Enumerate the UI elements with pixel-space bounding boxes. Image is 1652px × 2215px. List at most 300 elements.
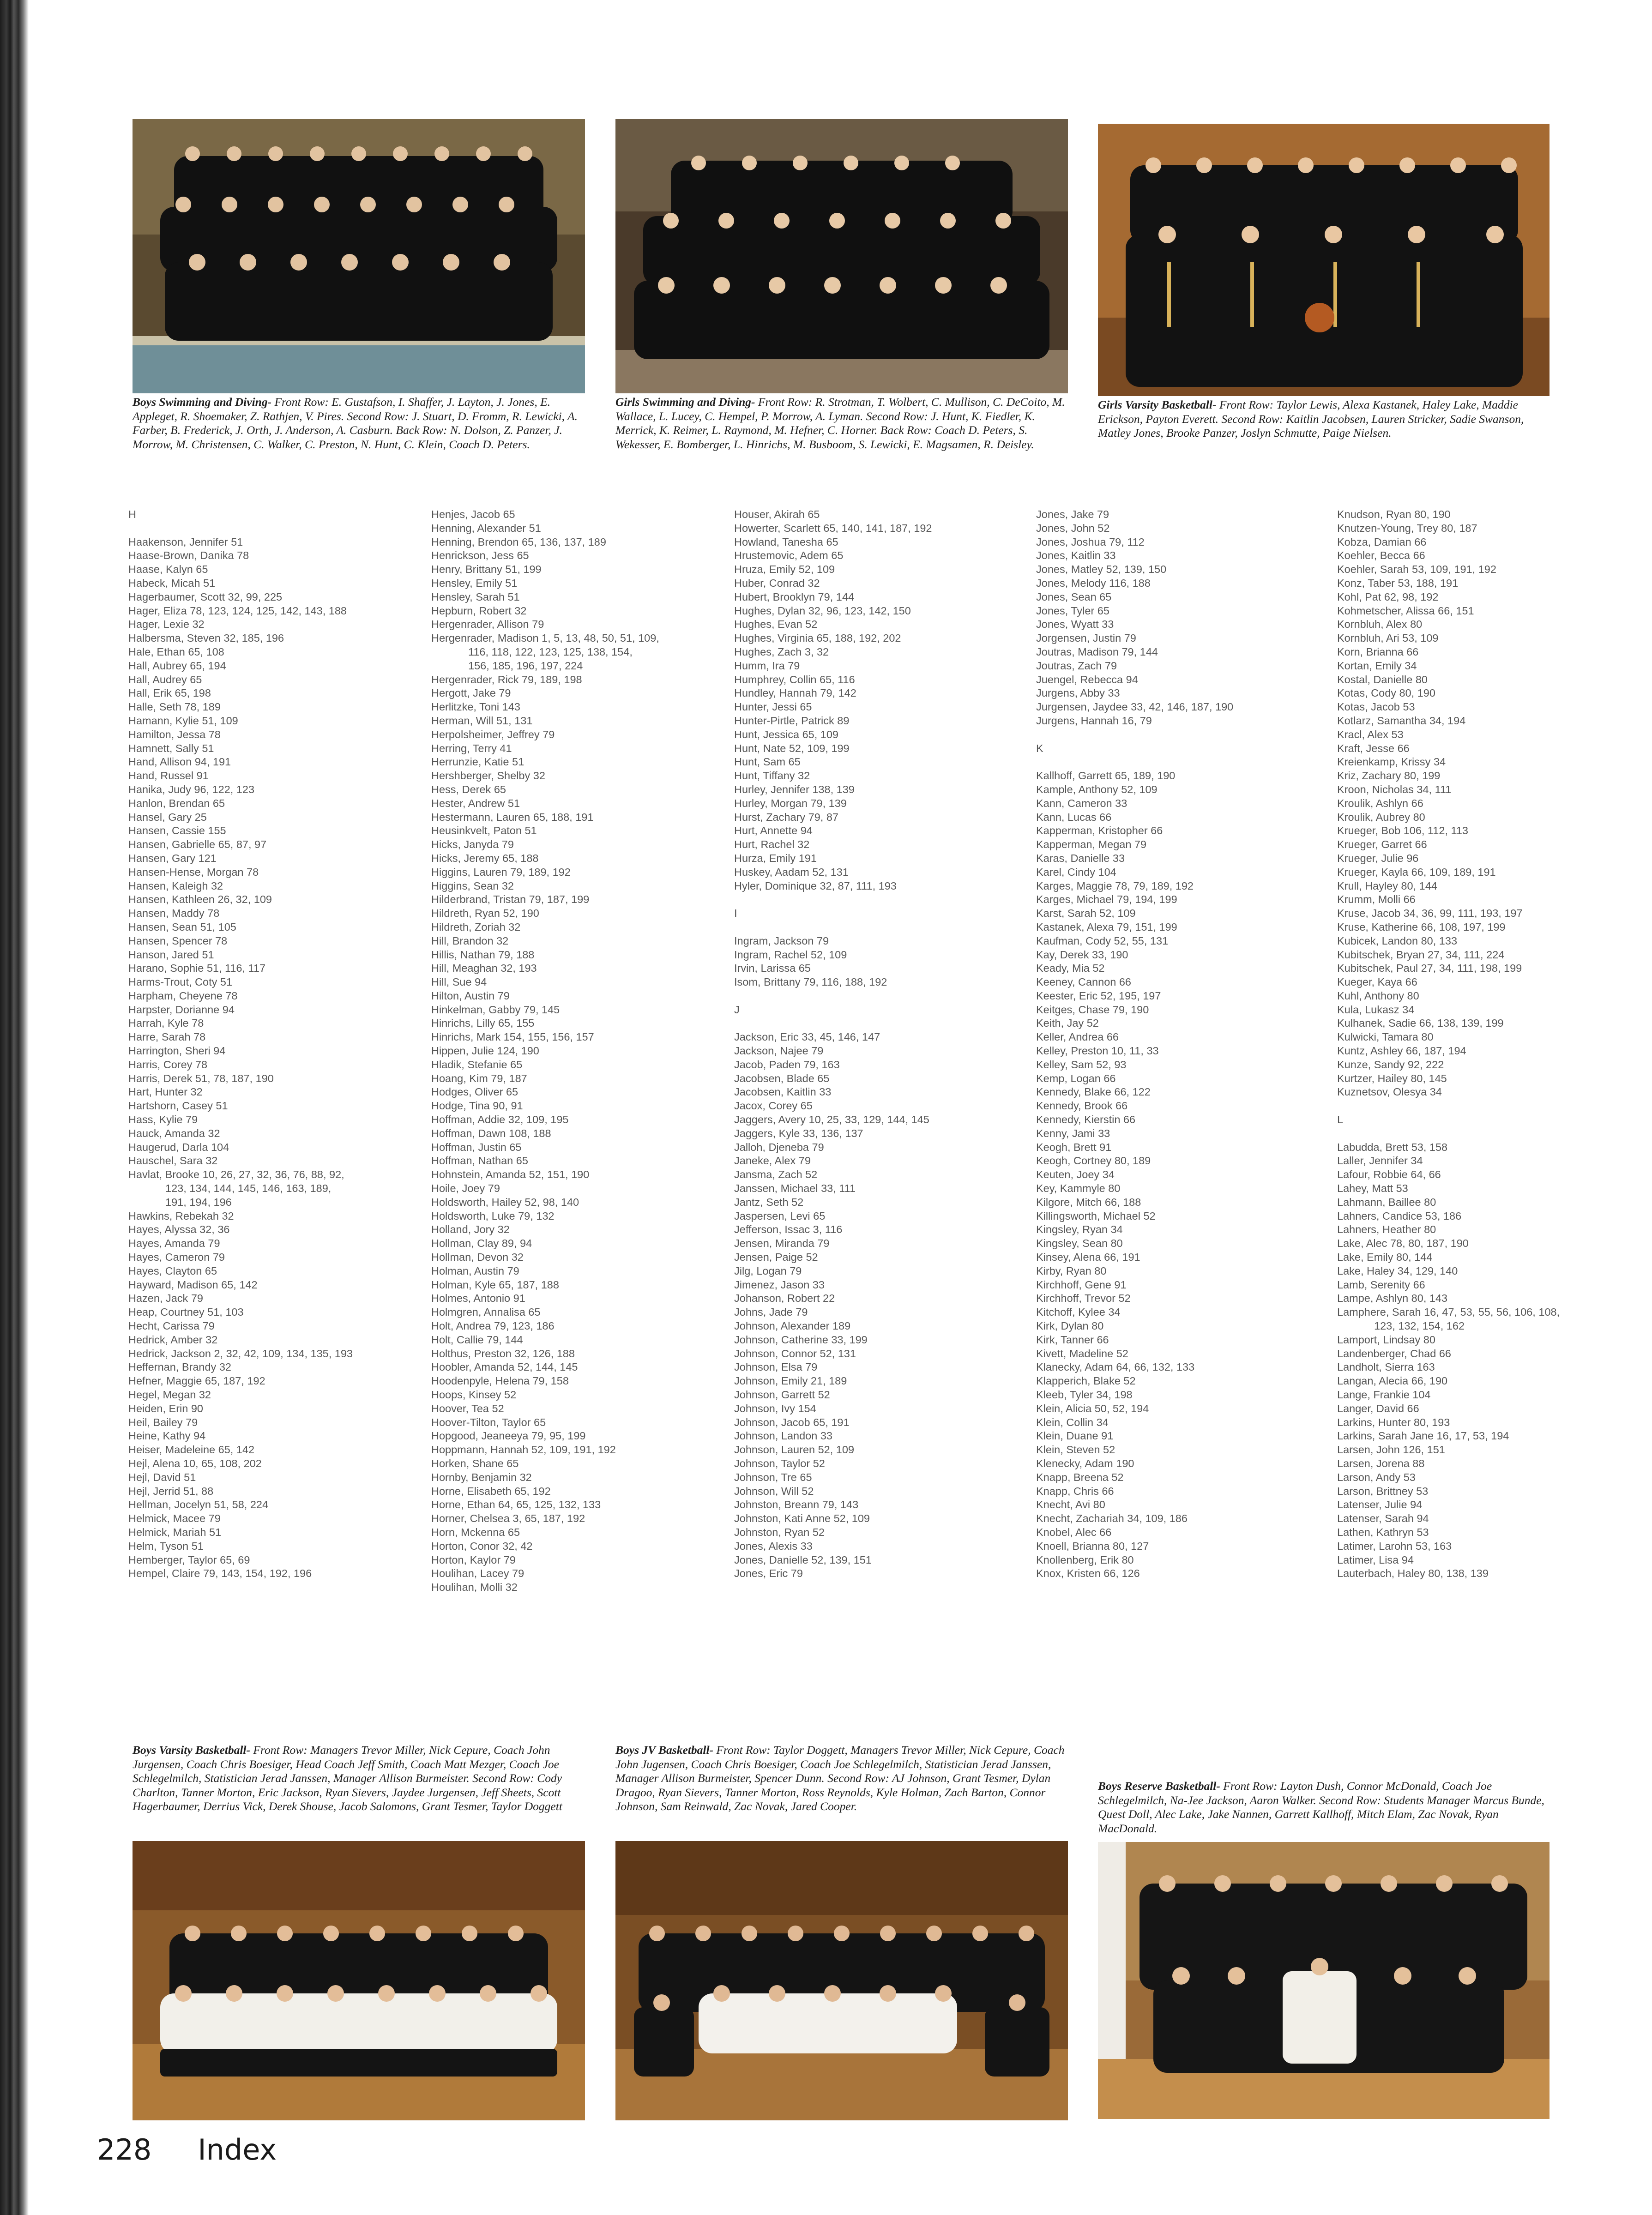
index-entry: Heiden, Erin 90 [128, 1402, 203, 1414]
index-entry: Houser, Akirah 65 [734, 508, 820, 520]
index-entry: Kuntz, Ashley 66, 187, 194 [1337, 1045, 1466, 1057]
index-entry: Hansen, Gary 121 [128, 852, 217, 864]
index-entry: Hensley, Emily 51 [431, 577, 518, 589]
index-entry: Keeney, Cannon 66 [1036, 976, 1132, 988]
index-entry: Jones, Eric 79 [734, 1567, 803, 1580]
index-entry: Krueger, Garret 66 [1337, 838, 1427, 851]
index-entry: Hand, Allison 94, 191 [128, 756, 231, 768]
index-entry: Herring, Terry 41 [431, 742, 512, 754]
index-entry: Kracl, Alex 53 [1337, 728, 1404, 740]
index-entry: Kueger, Kaya 66 [1337, 976, 1417, 988]
index-entry: Holmgren, Annalisa 65 [431, 1306, 541, 1318]
caption-boys-reserve-basketball [1098, 1779, 1550, 1836]
index-entry: Keogh, Cortney 80, 189 [1036, 1155, 1151, 1167]
index-entry: Heffernan, Brandy 32 [128, 1361, 231, 1373]
index-entry: Higgins, Sean 32 [431, 879, 514, 892]
index-entry: Helmick, Mariah 51 [128, 1526, 222, 1538]
index-entry: Krueger, Julie 96 [1337, 852, 1419, 864]
index-entry: Klein, Collin 34 [1036, 1416, 1109, 1428]
index-entry: Hohnstein, Amanda 52, 151, 190 [431, 1168, 590, 1181]
index-entry: Hall, Aubrey 65, 194 [128, 659, 226, 672]
index-entry: Hayes, Cameron 79 [128, 1251, 225, 1264]
index-entry: Hill, Meaghan 32, 193 [431, 962, 537, 975]
index-entry: Hergenrader, Allison 79 [431, 618, 544, 631]
index-entry: Hanson, Jared 51 [128, 948, 214, 961]
index-entry: Kennedy, Kierstin 66 [1036, 1114, 1136, 1126]
index-entry: Hefner, Maggie 65, 187, 192 [128, 1375, 265, 1387]
index-entry: Keester, Eric 52, 195, 197 [1036, 989, 1161, 1002]
caption-girls-swimming [615, 395, 1068, 451]
index-entry: Latenser, Sarah 94 [1337, 1512, 1429, 1525]
index-entry: Hagerbaumer, Scott 32, 99, 225 [128, 590, 283, 603]
index-entry: Havlat, Brooke 10, 26, 27, 32, 36, 76, 88, 92, [128, 1168, 344, 1181]
index-entry: Harris, Derek 51, 78, 187, 190 [128, 1072, 274, 1084]
index-entry: Hruza, Emily 52, 109 [734, 563, 835, 576]
index-entry: Hoffman, Nathan 65 [431, 1155, 528, 1167]
book-spine [0, 0, 29, 2215]
index-entry: Kroon, Nicholas 34, 111 [1337, 783, 1452, 795]
index-entry: Heine, Kathy 94 [128, 1430, 206, 1442]
index-entry: Harre, Sarah 78 [128, 1031, 206, 1043]
index-entry: Holman, Kyle 65, 187, 188 [431, 1278, 559, 1291]
index-entry: Hager, Eliza 78, 123, 124, 125, 142, 143, 188 [128, 604, 347, 617]
index-entry: Knutzen-Young, Trey 80, 187 [1337, 522, 1477, 534]
index-entry: Ingram, Jackson 79 [734, 934, 829, 947]
index-entry: Jacobsen, Blade 65 [734, 1072, 830, 1084]
index-entry: Habeck, Micah 51 [128, 577, 216, 589]
index-entry: Hughes, Evan 52 [734, 618, 818, 631]
photo-boys-swimming [133, 119, 585, 393]
index-column-3 [734, 508, 932, 1581]
index-entry: Jurgens, Hannah 16, 79 [1036, 714, 1152, 727]
index-entry: Hyler, Dominique 32, 87, 111, 193 [734, 879, 897, 892]
index-entry: Kirk, Dylan 80 [1036, 1320, 1104, 1332]
index-entry: Harris, Corey 78 [128, 1058, 208, 1071]
index-entry: Hornby, Benjamin 32 [431, 1471, 532, 1483]
index-entry: Jones, Matley 52, 139, 150 [1036, 563, 1167, 576]
index-letter-heading: J [734, 1003, 740, 1016]
index-entry: Hejl, David 51 [128, 1471, 196, 1483]
index-spacer [734, 893, 932, 907]
index-entry: Hodges, Oliver 65 [431, 1086, 519, 1098]
index-entry: Halle, Seth 78, 189 [128, 701, 221, 713]
index-entry: Kaufman, Cody 52, 55, 131 [1036, 934, 1169, 947]
index-entry: Henjes, Jacob 65 [431, 508, 515, 520]
index-entry: Horner, Chelsea 3, 65, 187, 192 [431, 1512, 585, 1525]
index-entry: Hansen, Kathleen 26, 32, 109 [128, 893, 272, 906]
index-entry: Koehler, Sarah 53, 109, 191, 192 [1337, 563, 1496, 576]
index-entry-continuation: 123, 134, 144, 145, 146, 163, 189, [165, 1182, 332, 1195]
index-entry: Harano, Sophie 51, 116, 117 [128, 962, 266, 975]
index-entry: Hurza, Emily 191 [734, 852, 817, 864]
index-entry: Jones, Kaitlin 33 [1036, 549, 1116, 562]
index-entry: Kemp, Logan 66 [1036, 1072, 1116, 1084]
index-entry: Hanlon, Brendan 65 [128, 797, 225, 809]
photo-boys-reserve-basketball [1098, 1842, 1550, 2119]
index-entry: Hurt, Rachel 32 [734, 838, 810, 851]
index-entry: Kuznetsov, Olesya 34 [1337, 1086, 1442, 1098]
index-entry: Lamphere, Sarah 16, 47, 53, 55, 56, 106, 108, [1337, 1306, 1560, 1318]
index-entry: Kulwicki, Tamara 80 [1337, 1031, 1434, 1043]
index-entry: Huber, Conrad 32 [734, 577, 820, 589]
index-entry: Jones, Jake 79 [1036, 508, 1109, 520]
index-entry: Holman, Austin 79 [431, 1264, 519, 1277]
index-entry: Kulhanek, Sadie 66, 138, 139, 199 [1337, 1017, 1504, 1029]
caption-boys-varsity-basketball [133, 1743, 585, 1814]
index-entry: Kivett, Madeline 52 [1036, 1347, 1128, 1360]
index-entry: Knapp, Chris 66 [1036, 1485, 1114, 1497]
index-entry: Hilderbrand, Tristan 79, 187, 199 [431, 893, 590, 906]
index-entry: Heiser, Madeleine 65, 142 [128, 1444, 255, 1456]
index-entry: Huskey, Aadam 52, 131 [734, 866, 849, 878]
index-entry: Hartshorn, Casey 51 [128, 1100, 228, 1112]
index-entry: Hinrichs, Lilly 65, 155 [431, 1017, 535, 1029]
index-entry: Lafour, Robbie 64, 66 [1337, 1168, 1441, 1181]
index-entry: Hergenrader, Rick 79, 189, 198 [431, 673, 582, 686]
index-entry: Haugerud, Darla 104 [128, 1141, 229, 1153]
index-entry: Jaggers, Kyle 33, 136, 137 [734, 1127, 863, 1139]
index-entry: Kornbluh, Ari 53, 109 [1337, 632, 1439, 644]
index-entry: Hass, Kylie 79 [128, 1114, 198, 1126]
index-entry: Kula, Lukasz 34 [1337, 1003, 1415, 1016]
caption-title: Boys Varsity Basketball- [133, 1743, 251, 1757]
index-entry: Hand, Russel 91 [128, 770, 209, 782]
index-letter-heading: L [1337, 1114, 1344, 1126]
index-entry: Kubitschek, Bryan 27, 34, 111, 224 [1337, 948, 1505, 961]
index-entry: Hoodenpyle, Helena 79, 158 [431, 1375, 569, 1387]
index-entry: Hoover-Tilton, Taylor 65 [431, 1416, 546, 1428]
index-entry: Johnson, Alexander 189 [734, 1320, 851, 1332]
index-entry: Henrickson, Jess 65 [431, 549, 529, 562]
index-entry: Hicks, Janyda 79 [431, 838, 514, 851]
section-title: Index [198, 2133, 277, 2167]
index-entry: Hager, Lexie 32 [128, 618, 205, 631]
caption-girls-varsity-basketball [1098, 398, 1550, 440]
index-entry: Harms-Trout, Coty 51 [128, 976, 233, 988]
index-entry: Jones, Wyatt 33 [1036, 618, 1114, 631]
index-entry: Helm, Tyson 51 [128, 1540, 204, 1552]
index-entry: Kotas, Cody 80, 190 [1337, 687, 1435, 699]
index-spacer [1337, 1127, 1560, 1141]
index-entry: Klenecky, Adam 190 [1036, 1457, 1134, 1469]
index-entry: Hayes, Clayton 65 [128, 1264, 217, 1277]
index-entry: Janssen, Michael 33, 111 [734, 1182, 856, 1195]
index-letter-heading: H [128, 508, 136, 520]
index-entry: Henning, Brendon 65, 136, 137, 189 [431, 536, 606, 548]
index-entry: Kobza, Damian 66 [1337, 536, 1427, 548]
index-entry: Klein, Steven 52 [1036, 1444, 1115, 1456]
page-footer [97, 2133, 323, 2167]
index-entry: Hejl, Jerrid 51, 88 [128, 1485, 214, 1497]
index-entry: Kroulik, Ashlyn 66 [1337, 797, 1423, 809]
index-entry: Hunter, Jessi 65 [734, 701, 812, 713]
index-entry: Karst, Sarah 52, 109 [1036, 907, 1136, 920]
index-entry: Kohmetscher, Alissa 66, 151 [1337, 604, 1474, 617]
index-entry: Kennedy, Blake 66, 122 [1036, 1086, 1151, 1098]
index-entry: Horne, Ethan 64, 65, 125, 132, 133 [431, 1499, 601, 1511]
index-entry: Larson, Brittney 53 [1337, 1485, 1429, 1497]
index-entry: Kornbluh, Alex 80 [1337, 618, 1423, 631]
index-entry: Johnson, Tre 65 [734, 1471, 812, 1483]
index-entry: Johnson, Garrett 52 [734, 1389, 830, 1401]
index-entry: Hergott, Jake 79 [431, 687, 511, 699]
index-entry: Klein, Alicia 50, 52, 194 [1036, 1402, 1149, 1414]
index-entry: Killingsworth, Michael 52 [1036, 1210, 1156, 1222]
index-entry: Hurt, Annette 94 [734, 825, 813, 837]
index-entry: Kortan, Emily 34 [1337, 659, 1417, 672]
caption-text: Front Row: R. Strotman, T. Wolbert, C. Mullison, C. DeCoito, M. Wallace, L. Lucey, C. Hempel, P. Morrow, A. Lyman. Second Row: J. Hunt, K. Fiedler, K. Merrick, K. Reimer, L. Raymond, M. Hefner, C. Horner. Back Row: Coach D. Peters, S. Wekesser, E. Bomberger, L. Hinrichs, M. Busboom, S. Lewicki, E. Magsamen, R. Deisley. [615, 395, 1065, 451]
index-entry: Kruse, Katherine 66, 108, 197, 199 [1337, 921, 1506, 933]
index-entry: Herrunzie, Katie 51 [431, 756, 525, 768]
index-entry: Hildreth, Ryan 52, 190 [431, 907, 539, 920]
index-column-1 [128, 508, 353, 1581]
index-entry: Johnston, Kati Anne 52, 109 [734, 1512, 870, 1525]
index-entry: Hejl, Alena 10, 65, 108, 202 [128, 1457, 262, 1469]
index-entry: Johnson, Ivy 154 [734, 1402, 816, 1414]
index-entry: Jensen, Paige 52 [734, 1251, 818, 1264]
index-entry: Hunter-Pirtle, Patrick 89 [734, 714, 850, 727]
index-entry: Hippen, Julie 124, 190 [431, 1045, 539, 1057]
index-entry: Knoell, Brianna 80, 127 [1036, 1540, 1149, 1552]
index-entry: Jackson, Najee 79 [734, 1045, 824, 1057]
index-entry: Johnson, Catherine 33, 199 [734, 1333, 868, 1346]
index-entry: Lampe, Ashlyn 80, 143 [1337, 1292, 1448, 1305]
index-entry: Korn, Brianna 66 [1337, 645, 1419, 658]
index-entry: Jaggers, Avery 10, 25, 33, 129, 144, 145 [734, 1114, 929, 1126]
index-entry: Hollman, Devon 32 [431, 1251, 524, 1264]
index-entry: Jansma, Zach 52 [734, 1168, 818, 1181]
index-entry: Horken, Shane 65 [431, 1457, 519, 1469]
index-entry: Lahners, Heather 80 [1337, 1223, 1436, 1236]
index-entry: Heap, Courtney 51, 103 [128, 1306, 244, 1318]
index-entry: Knudson, Ryan 80, 190 [1337, 508, 1451, 520]
index-entry: Hall, Erik 65, 198 [128, 687, 211, 699]
index-entry: Keogh, Brett 91 [1036, 1141, 1112, 1153]
index-entry: Hemberger, Taylor 65, 69 [128, 1553, 250, 1566]
index-entry: Kroulik, Aubrey 80 [1337, 811, 1425, 823]
index-entry: Jurgens, Abby 33 [1036, 687, 1120, 699]
index-entry: Kohl, Pat 62, 98, 192 [1337, 590, 1439, 603]
index-entry: Johnson, Taylor 52 [734, 1457, 825, 1469]
index-entry: Jefferson, Issac 3, 116 [734, 1223, 843, 1236]
index-entry: Hansen, Maddy 78 [128, 907, 220, 920]
caption-text: Front Row: Managers Trevor Miller, Nick Cepure, Coach John Jurgensen, Coach Chris Boesiger, Head Coach Jeff Smith, Coach Matt Mezger, Coach Joe Schlegelmilch, Statistician Jerad Janssen, Manager Allison Burmeister. Second Row: Cody Charlton, Tanner Morton, Eric Jackson, Ryan Sievers, Jaydee Jurgensen, Jeff Sheets, Scott Hagerbaumer, Derrius Vick, Derek Shouse, Jacob Salomons, Grant Tesmer, Taylor Doggett [133, 1743, 562, 1813]
index-entry: Lake, Haley 34, 129, 140 [1337, 1264, 1458, 1277]
index-entry: Key, Kammyle 80 [1036, 1182, 1121, 1195]
index-entry: Hanika, Judy 96, 122, 123 [128, 783, 255, 795]
index-entry: Hladik, Stefanie 65 [431, 1058, 523, 1071]
index-entry: Lahmann, Baillee 80 [1337, 1196, 1436, 1208]
index-entry: Latenser, Julie 94 [1337, 1499, 1423, 1511]
photo-boys-jv-basketball [615, 1841, 1068, 2120]
index-entry: Hinkelman, Gabby 79, 145 [431, 1003, 560, 1016]
index-entry: Jimenez, Jason 33 [734, 1278, 825, 1291]
index-entry: Lange, Frankie 104 [1337, 1389, 1431, 1401]
index-entry: Horton, Conor 32, 42 [431, 1540, 533, 1552]
index-entry: Johnson, Emily 21, 189 [734, 1375, 847, 1387]
index-entry: Hurley, Morgan 79, 139 [734, 797, 847, 809]
index-entry: Kenny, Jami 33 [1036, 1127, 1110, 1139]
index-letter-heading: K [1036, 742, 1043, 754]
index-entry: Krumm, Molli 66 [1337, 893, 1416, 906]
caption-text: Front Row: Taylor Doggett, Managers Trevor Miller, Nick Cepure, Coach John Jugensen, Coach Chris Boesiger, Coach Joe Schlegelmilch, Statistician Jerad Janssen, Manager Allison Burmeister, Spencer Dunn. Second Row: AJ Johnson, Grant Tesmer, Dylan Dragoo, Ryan Sievers, Tanner Morton, Ross Reynolds, Kyle Holman, Zach Barton, Connor Johnson, Sam Reinwald, Zac Novak, Jared Cooper. [615, 1743, 1065, 1813]
index-entry: Hansen, Cassie 155 [128, 825, 226, 837]
index-entry: Hergenrader, Madison 1, 5, 13, 48, 50, 51, 109, [431, 632, 659, 644]
index-column-2 [431, 508, 659, 1595]
index-entry: Humphrey, Collin 65, 116 [734, 673, 855, 686]
index-entry: Kastanek, Alexa 79, 151, 199 [1036, 921, 1177, 933]
caption-title: Boys Reserve Basketball- [1098, 1779, 1220, 1793]
index-entry: Hunt, Nate 52, 109, 199 [734, 742, 850, 754]
index-entry: Henning, Alexander 51 [431, 522, 541, 534]
index-entry: Lathen, Kathryn 53 [1337, 1526, 1429, 1538]
index-entry: Larson, Andy 53 [1337, 1471, 1416, 1483]
index-entry: Hopgood, Jeaneeya 79, 95, 199 [431, 1430, 586, 1442]
index-entry: Klapperich, Blake 52 [1036, 1375, 1136, 1387]
index-entry: Hansen, Gabrielle 65, 87, 97 [128, 838, 267, 851]
index-entry: Kirchhoff, Gene 91 [1036, 1278, 1127, 1291]
index-entry: Knecht, Avi 80 [1036, 1499, 1105, 1511]
index-entry: Johnson, Will 52 [734, 1485, 814, 1497]
index-entry: Karel, Cindy 104 [1036, 866, 1116, 878]
index-entry: Houlihan, Lacey 79 [431, 1567, 525, 1580]
index-entry: Jones, Melody 116, 188 [1036, 577, 1151, 589]
index-entry: Kapperman, Kristopher 66 [1036, 825, 1163, 837]
index-entry: Kitchoff, Kylee 34 [1036, 1306, 1121, 1318]
index-entry: Holmes, Antonio 91 [431, 1292, 525, 1305]
index-entry: Knollenberg, Erik 80 [1036, 1553, 1134, 1566]
index-entry: Keady, Mia 52 [1036, 962, 1105, 975]
index-entry: Hoffman, Addie 32, 109, 195 [431, 1114, 569, 1126]
caption-title: Boys Swimming and Diving- [133, 395, 272, 409]
index-spacer [128, 522, 353, 536]
index-column-5 [1337, 508, 1560, 1581]
index-spacer [734, 989, 932, 1003]
index-entry: Jorgensen, Justin 79 [1036, 632, 1136, 644]
index-entry: Hepburn, Robert 32 [431, 604, 527, 617]
index-entry: Hauck, Amanda 32 [128, 1127, 220, 1139]
index-entry: Isom, Brittany 79, 116, 188, 192 [734, 976, 887, 988]
index-entry: Lahey, Matt 53 [1337, 1182, 1408, 1195]
index-entry: Harrington, Sheri 94 [128, 1045, 226, 1057]
index-entry: Irvin, Larissa 65 [734, 962, 811, 975]
index-entry: Hedrick, Jackson 2, 32, 42, 109, 134, 135, 193 [128, 1347, 353, 1360]
index-entry: Kleeb, Tyler 34, 198 [1036, 1389, 1133, 1401]
index-entry: Jurgensen, Jaydee 33, 42, 146, 187, 190 [1036, 701, 1234, 713]
index-entry: Hubert, Brooklyn 79, 144 [734, 590, 854, 603]
index-entry: Hecht, Carissa 79 [128, 1320, 215, 1332]
index-entry: Juengel, Rebecca 94 [1036, 673, 1138, 686]
index-entry: Harrah, Kyle 78 [128, 1017, 204, 1029]
index-entry: Hoobler, Amanda 52, 144, 145 [431, 1361, 578, 1373]
caption-boys-swimming [133, 395, 585, 451]
index-entry: Hauschel, Sara 32 [128, 1155, 218, 1167]
index-entry: Kallhoff, Garrett 65, 189, 190 [1036, 770, 1176, 782]
index-entry: Hodge, Tina 90, 91 [431, 1100, 523, 1112]
index-entry: Horn, Mckenna 65 [431, 1526, 520, 1538]
index-entry: Kostal, Danielle 80 [1337, 673, 1428, 686]
index-entry: Horton, Kaylor 79 [431, 1553, 516, 1566]
index-entry: Holdsworth, Luke 79, 132 [431, 1210, 555, 1222]
index-entry: Hrustemovic, Adem 65 [734, 549, 844, 562]
index-column-4 [1036, 508, 1233, 1581]
index-entry: Kingsley, Sean 80 [1036, 1237, 1123, 1250]
index-entry: Hempel, Claire 79, 143, 154, 192, 196 [128, 1567, 312, 1580]
index-spacer [734, 1017, 932, 1030]
index-entry: Hillis, Nathan 79, 188 [431, 948, 535, 961]
index-entry: Joutras, Madison 79, 144 [1036, 645, 1158, 658]
index-letter-heading: I [734, 907, 737, 920]
index-entry: Johnston, Breann 79, 143 [734, 1499, 859, 1511]
index-entry: Kubicek, Landon 80, 133 [1337, 934, 1458, 947]
index-entry: Johnson, Jacob 65, 191 [734, 1416, 850, 1428]
index-entry: Jalloh, Djeneba 79 [734, 1141, 824, 1153]
index-entry: Jacox, Corey 65 [734, 1100, 813, 1112]
index-entry: Karges, Michael 79, 194, 199 [1036, 893, 1177, 906]
index-entry: Howland, Tanesha 65 [734, 536, 838, 548]
index-entry: Konz, Taber 53, 188, 191 [1337, 577, 1459, 589]
index-entry: Hayes, Alyssa 32, 36 [128, 1223, 230, 1236]
index-entry: Hildreth, Zoriah 32 [431, 921, 521, 933]
index-entry: Hegel, Megan 32 [128, 1389, 211, 1401]
index-entry: Hundley, Hannah 79, 142 [734, 687, 856, 699]
index-entry: Knapp, Breena 52 [1036, 1471, 1124, 1483]
index-entry: Heusinkvelt, Paton 51 [431, 825, 537, 837]
index-entry: Hall, Audrey 65 [128, 673, 202, 686]
index-entry: Hansen, Sean 51, 105 [128, 921, 236, 933]
index-entry: Johnston, Ryan 52 [734, 1526, 825, 1538]
index-entry: Johnson, Landon 33 [734, 1430, 832, 1442]
index-entry: Jones, John 52 [1036, 522, 1110, 534]
index-entry-continuation: 191, 194, 196 [165, 1196, 232, 1208]
index-entry: Jackson, Eric 33, 45, 146, 147 [734, 1031, 880, 1043]
index-entry: Hess, Derek 65 [431, 783, 506, 795]
index-entry: Karas, Danielle 33 [1036, 852, 1125, 864]
index-entry: Jones, Alexis 33 [734, 1540, 813, 1552]
index-entry: Hoang, Kim 79, 187 [431, 1072, 527, 1084]
index-entry: Koehler, Becca 66 [1337, 549, 1425, 562]
caption-title: Boys JV Basketball- [615, 1743, 714, 1757]
index-entry: Larsen, John 126, 151 [1337, 1444, 1445, 1456]
index-entry: Jantz, Seth 52 [734, 1196, 804, 1208]
index-entry: Hoffman, Dawn 108, 188 [431, 1127, 551, 1139]
caption-title: Girls Swimming and Diving- [615, 395, 755, 409]
index-entry: Kay, Derek 33, 190 [1036, 948, 1128, 961]
index-entry: Hunt, Sam 65 [734, 756, 801, 768]
index-entry: Kirby, Ryan 80 [1036, 1264, 1107, 1277]
index-entry: Haase-Brown, Danika 78 [128, 549, 249, 562]
index-entry: Holt, Andrea 79, 123, 186 [431, 1320, 555, 1332]
index-entry: Hansen, Spencer 78 [128, 934, 228, 947]
index-entry: Latimer, Larohn 53, 163 [1337, 1540, 1452, 1552]
index-entry: Keitges, Chase 79, 190 [1036, 1003, 1149, 1016]
index-entry: Herpolsheimer, Jeffrey 79 [431, 728, 555, 740]
index-entry: Hoffman, Justin 65 [431, 1141, 522, 1153]
index-entry: Kilgore, Mitch 66, 188 [1036, 1196, 1141, 1208]
index-entry: Krueger, Bob 106, 112, 113 [1337, 825, 1468, 837]
index-entry: Keith, Jay 52 [1036, 1017, 1099, 1029]
index-entry: Laller, Jennifer 34 [1337, 1155, 1423, 1167]
index-spacer [734, 921, 932, 934]
index-entry: Hale, Ethan 65, 108 [128, 645, 224, 658]
index-entry: Keuten, Joey 34 [1036, 1168, 1115, 1181]
index-entry: Janeke, Alex 79 [734, 1155, 811, 1167]
index-entry: Henry, Brittany 51, 199 [431, 563, 542, 576]
caption-text: Front Row: Taylor Lewis, Alexa Kastanek, Haley Lake, Maddie Erickson, Payton Everett. Second Row: Kaitlin Jacobsen, Lauren Stricker, Sadie Swanson, Matley Jones, Brooke Panzer, Joslyn Schmutte, Paige Nielsen. [1098, 398, 1524, 439]
index-entry: Knobel, Alec 66 [1036, 1526, 1112, 1538]
index-entry: Jones, Sean 65 [1036, 590, 1112, 603]
index-entry: Haase, Kalyn 65 [128, 563, 208, 576]
